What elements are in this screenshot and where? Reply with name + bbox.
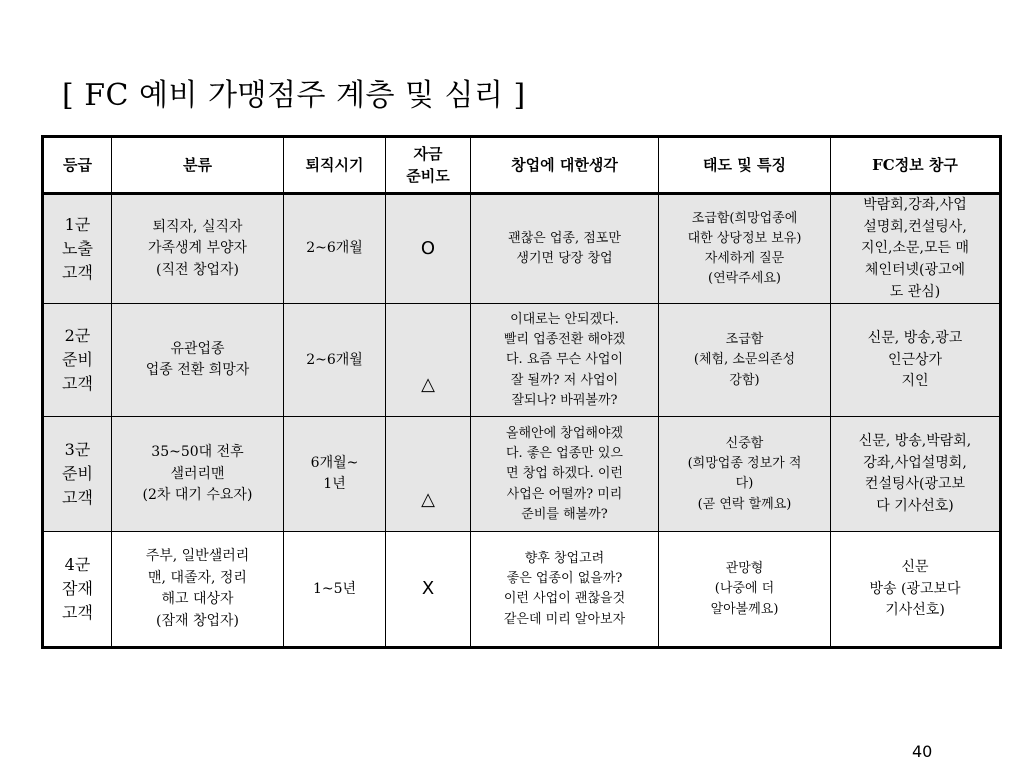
- channel-cell-line: 도 관심): [889, 283, 941, 300]
- header-timing: [284, 137, 386, 194]
- thought-cell: [471, 532, 659, 648]
- timing-cell-line: 2~6개월: [306, 240, 363, 257]
- category-cell: [112, 194, 284, 304]
- channel-cell-line: 신문, 방송,광고: [867, 329, 963, 346]
- thought-cell-line: 생기면 당장 창업: [516, 251, 613, 267]
- channel-cell-line: 박람회,강좌,사업: [863, 197, 967, 213]
- thought-cell-line: 잘 될까? 저 사업이: [510, 372, 619, 388]
- header-attitude-line: 태도 및 특징: [703, 155, 786, 174]
- grade-cell: [43, 532, 112, 648]
- thought-cell-line: 다. 좋은 업종만 있으: [506, 446, 623, 462]
- timing-cell-line: 6개월~: [310, 454, 359, 471]
- attitude-cell-line: (체험, 소문의존성: [693, 352, 796, 368]
- attitude-cell-line: (곧 연락 할께요): [697, 496, 792, 512]
- attitude-cell-line: 조급함(희망업종에: [691, 210, 798, 226]
- category-cell-line: 35~50대 전후: [151, 443, 244, 460]
- thought-cell: [471, 417, 659, 532]
- category-cell: [112, 417, 284, 532]
- slide-title: [ FC 예비 가맹점주 계층 및 심리 ]: [62, 78, 526, 113]
- timing-cell: [284, 532, 386, 648]
- attitude-cell-line: (나중에 더: [714, 581, 775, 597]
- header-timing-line: 퇴직시기: [305, 155, 364, 174]
- channel-cell: [831, 417, 1001, 532]
- attitude-cell-line: (연락주세요): [708, 271, 781, 287]
- header-readiness: [386, 137, 471, 194]
- header-thought-line: 창업에 대한생각: [511, 155, 618, 174]
- grade-cell-line: 고객: [62, 374, 93, 394]
- readiness-cell-line: X: [421, 578, 435, 600]
- category-cell-line: 해고 대상자: [161, 591, 234, 608]
- channel-cell-line: 설명회,컨설팅사,: [863, 218, 967, 235]
- thought-cell-line: 다. 요즘 무슨 사업이: [506, 352, 623, 368]
- timing-cell: [284, 194, 386, 304]
- grade-cell-line: 잠재: [62, 579, 93, 599]
- attitude-cell-line: 강함): [729, 372, 760, 388]
- thought-cell-line: 괜찮은 업종, 점포만: [508, 231, 621, 247]
- category-cell-line: 업종 전환 희망자: [145, 362, 250, 379]
- table-row: [43, 417, 1001, 532]
- timing-cell-line: 1년: [323, 476, 346, 493]
- thought-cell-line: 면 창업 하겠다. 이런: [506, 466, 623, 482]
- thought-cell: [471, 194, 659, 304]
- category-cell-line: 맨, 대졸자, 정리: [148, 569, 247, 586]
- grade-cell-line: 준비: [62, 350, 93, 370]
- attitude-cell-line: 알아볼께요): [710, 601, 779, 617]
- grade-cell-line: 1군: [64, 215, 91, 235]
- page-number: 40: [912, 742, 933, 761]
- header-grade-line: 등급: [63, 155, 92, 174]
- channel-cell-line: 지인,소문,모든 매: [860, 240, 970, 257]
- header-attitude: [659, 137, 831, 194]
- channel-cell-line: 체인터넷(광고에: [864, 262, 966, 279]
- attitude-cell: [659, 194, 831, 304]
- channel-cell-line: 강좌,사업설명회,: [863, 454, 967, 471]
- grade-cell-line: 3군: [64, 440, 91, 460]
- category-cell-line: 퇴직자, 실직자: [152, 218, 243, 235]
- grade-cell: [43, 417, 112, 532]
- grade-cell-line: 4군: [64, 555, 91, 575]
- category-cell: [112, 532, 284, 648]
- channel-cell-line: 신문, 방송,박람회,: [858, 433, 972, 450]
- grade-cell: [43, 304, 112, 417]
- attitude-cell-line: 관망형: [725, 561, 764, 577]
- thought-cell-line: 빨리 업종전환 해야겠: [503, 332, 626, 348]
- category-cell-line: (2차 대기 수요자): [142, 487, 253, 504]
- attitude-cell-line: 조급함: [725, 332, 764, 348]
- attitude-cell-line: (희망업종 정보가 적: [687, 456, 802, 472]
- category-cell-line: 샐러리맨: [170, 465, 225, 482]
- grade-cell-line: 고객: [62, 603, 93, 623]
- attitude-cell: [659, 532, 831, 648]
- thought-cell-line: 사업은 어떨까? 미리: [506, 486, 623, 502]
- grade-cell-line: 2군: [64, 326, 91, 346]
- thought-cell-line: 향후 창업고려: [524, 551, 605, 567]
- thought-cell-line: 올해안에 창업해야겠: [505, 426, 624, 442]
- channel-cell: [831, 532, 1001, 648]
- header-category-line: 분류: [183, 155, 212, 174]
- readiness-cell-line: △: [421, 373, 435, 395]
- header-readiness-line: 준비도: [406, 167, 450, 185]
- category-cell-line: (직전 창업자): [156, 262, 239, 279]
- channel-cell-line: 지인: [901, 373, 929, 390]
- channel-cell: [831, 194, 1001, 304]
- attitude-cell: [659, 417, 831, 532]
- header-thought: [471, 137, 659, 194]
- readiness-cell: [386, 417, 471, 532]
- category-cell-line: 가족생계 부양자: [147, 240, 248, 257]
- category-cell-line: (잠재 창업자): [156, 613, 239, 630]
- attitude-cell-line: 다): [735, 476, 754, 492]
- thought-cell-line: 잘되나? 바꿔볼까?: [511, 392, 618, 408]
- customer-tier-table: [41, 135, 1002, 649]
- category-cell: [112, 304, 284, 417]
- readiness-cell: [386, 304, 471, 417]
- header-channel: [831, 137, 1001, 194]
- timing-cell: [284, 417, 386, 532]
- category-cell-line: 주부, 일반샐러리: [145, 548, 250, 565]
- thought-cell: [471, 304, 659, 417]
- grade-cell: [43, 194, 112, 304]
- thought-cell-line: 같은데 미리 알아보자: [503, 611, 626, 627]
- timing-cell: [284, 304, 386, 417]
- channel-cell-line: 다 기사선호): [876, 498, 954, 515]
- table-row: [43, 304, 1001, 417]
- category-cell-line: 유관업종: [170, 340, 225, 357]
- grade-cell-line: 준비: [62, 464, 93, 484]
- channel-cell-line: 신문: [901, 558, 929, 575]
- header-grade: [43, 137, 112, 194]
- timing-cell-line: 2~6개월: [306, 351, 363, 368]
- header-category: [112, 137, 284, 194]
- grade-cell-line: 고객: [62, 263, 93, 283]
- channel-cell-line: 인근상가: [887, 351, 943, 368]
- channel-cell-line: 컨설팅사(광고보: [864, 476, 966, 493]
- table-row: [43, 194, 1001, 304]
- thought-cell-line: 좋은 업종이 없을까?: [506, 571, 623, 587]
- table-row: [43, 532, 1001, 648]
- attitude-cell-line: 대한 상당정보 보유): [687, 231, 802, 247]
- table-header-row: [43, 137, 1001, 194]
- attitude-cell-line: 신중함: [725, 436, 764, 452]
- attitude-cell-line: 자세하게 질문: [704, 251, 785, 267]
- thought-cell-line: 이런 사업이 괜찮을것: [503, 591, 626, 607]
- header-channel-line: FC정보 창구: [872, 155, 958, 174]
- timing-cell-line: 1~5년: [312, 580, 357, 597]
- grade-cell-line: 고객: [62, 488, 93, 508]
- channel-cell: [831, 304, 1001, 417]
- readiness-cell: [386, 532, 471, 648]
- readiness-cell-line: O: [420, 238, 436, 260]
- grade-cell-line: 노출: [62, 239, 93, 259]
- readiness-cell-line: △: [421, 488, 435, 510]
- header-readiness-line: 자금: [413, 144, 443, 163]
- channel-cell-line: 기사선호): [885, 602, 945, 619]
- thought-cell-line: 준비를 해볼까?: [521, 506, 608, 522]
- thought-cell-line: 이대로는 안되겠다.: [510, 312, 619, 328]
- channel-cell-line: 방송 (광고보다: [869, 580, 961, 597]
- attitude-cell: [659, 304, 831, 417]
- readiness-cell: [386, 194, 471, 304]
